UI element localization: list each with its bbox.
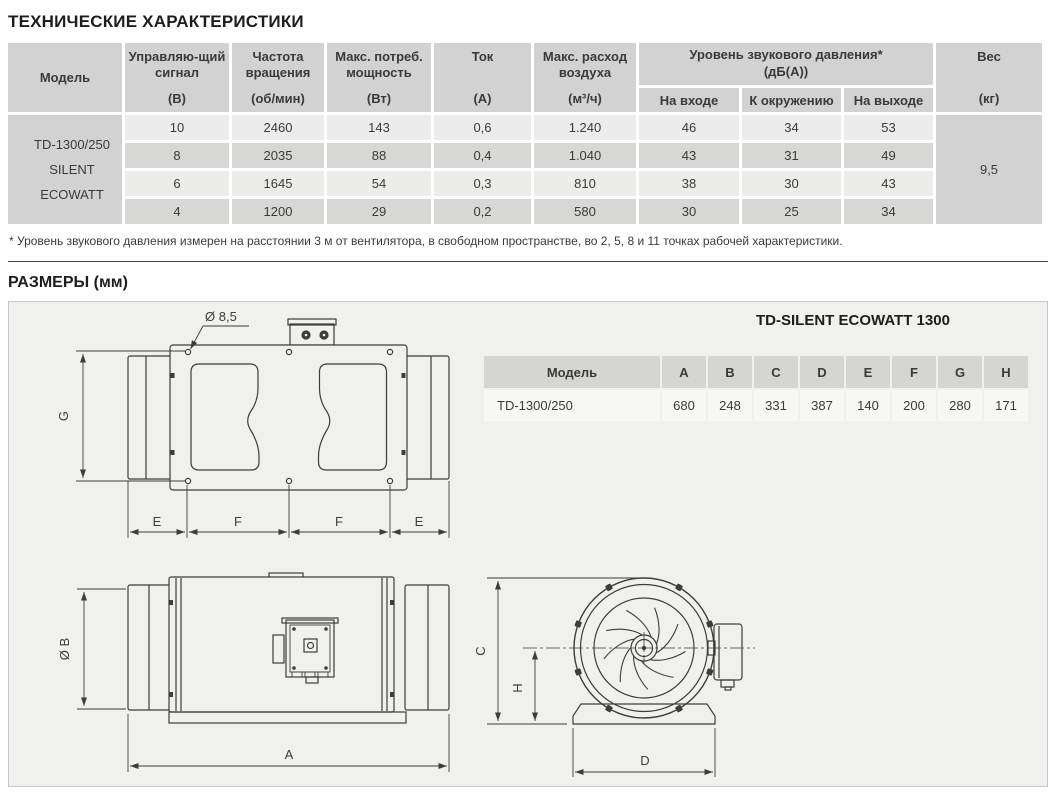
- col-header-current-unit: (А): [473, 91, 492, 107]
- dims-header-model: Модель: [484, 356, 660, 388]
- dims-value-h: 171: [984, 390, 1028, 421]
- cell-current: 0,4: [434, 143, 531, 168]
- col-header-signal-title: Управляю-щий сигнал: [128, 48, 226, 80]
- col-header-airflow: [534, 43, 636, 112]
- model-line: SILENT: [49, 162, 95, 177]
- cell-current: 0,6: [434, 115, 531, 140]
- cell-signal: 6: [125, 171, 229, 196]
- hole-diameter-label: Ø 8,5: [205, 309, 237, 324]
- dims-header-g: G: [938, 356, 982, 388]
- cell-current: 0,2: [434, 199, 531, 224]
- product-title: TD-SILENT ECOWATT 1300: [756, 312, 950, 329]
- dim-d-label: D: [640, 753, 650, 768]
- cell-speed: 1200: [232, 199, 324, 224]
- cell-power: 88: [327, 143, 431, 168]
- cell-outlet: 53: [844, 115, 933, 140]
- side-view-drawing: [128, 573, 449, 723]
- cell-inlet: 38: [639, 171, 739, 196]
- col-header-speed-title: Частота вращения: [245, 48, 311, 80]
- col-header-sound-group: [639, 43, 933, 85]
- dims-header-h: H: [984, 356, 1028, 388]
- dims-header-a: A: [662, 356, 706, 388]
- dims-value-f: 200: [892, 390, 936, 421]
- dim-g-label: G: [56, 410, 71, 422]
- spec-row-2: [8, 143, 1042, 168]
- cell-current: 0,3: [434, 171, 531, 196]
- col-header-sound-title: Уровень звукового давления*: [689, 47, 883, 63]
- col-header-model-label: Модель: [39, 70, 91, 85]
- col-header-signal-unit: (В): [167, 91, 187, 107]
- cell-power: 29: [327, 199, 431, 224]
- cell-surround: 31: [742, 143, 841, 168]
- cell-speed: 2035: [232, 143, 324, 168]
- cell-airflow: 810: [534, 171, 636, 196]
- dims-value-e: 140: [846, 390, 890, 421]
- col-header-sound-surround: К окружению: [742, 88, 841, 112]
- dims-value-d: 387: [800, 390, 844, 421]
- dims-header-b: B: [708, 356, 752, 388]
- model-line: ECOWATT: [40, 187, 104, 202]
- col-header-power: [327, 43, 431, 112]
- col-header-current-title: Ток: [471, 48, 494, 64]
- dims-header-c: C: [754, 356, 798, 388]
- col-header-weight: [936, 43, 1042, 112]
- cell-power: 143: [327, 115, 431, 140]
- spec-header-row: [8, 43, 1042, 85]
- cell-airflow: 1.040: [534, 143, 636, 168]
- dims-value-b: 248: [708, 390, 752, 421]
- cell-inlet: 46: [639, 115, 739, 140]
- col-header-airflow-title: Макс. расход воздуха: [542, 48, 628, 80]
- cell-signal: 8: [125, 143, 229, 168]
- dim-f-label: F: [234, 514, 242, 529]
- model-cell: [8, 115, 122, 224]
- cell-inlet: 43: [639, 143, 739, 168]
- dim-e-label: E: [152, 514, 162, 529]
- specs-heading: ТЕХНИЧЕСКИЕ ХАРАКТЕРИСТИКИ: [8, 12, 304, 31]
- cell-inlet: 30: [639, 199, 739, 224]
- section-divider: [8, 261, 1048, 262]
- dim-e-label: E: [414, 514, 424, 529]
- dim-c-label: C: [473, 646, 488, 656]
- top-view-drawing: [128, 319, 449, 490]
- col-header-sound-inlet: На входе: [639, 88, 739, 112]
- cell-outlet: 43: [844, 171, 933, 196]
- dims-value-a: 680: [662, 390, 706, 421]
- cell-surround: 25: [742, 199, 841, 224]
- col-header-sound-outlet: На выходе: [844, 88, 933, 112]
- dims-value-c: 331: [754, 390, 798, 421]
- technical-drawings: [9, 302, 1047, 786]
- col-header-power-title: Макс. потреб. мощность: [335, 48, 423, 80]
- col-header-airflow-unit: (м³/ч): [568, 91, 602, 107]
- dim-b-label: Ø B: [57, 637, 72, 661]
- col-header-sound-unit: (дБ(А)): [763, 64, 809, 79]
- dim-h-label: H: [510, 683, 525, 693]
- col-header-weight-title: Вес: [977, 48, 1001, 64]
- dimensions-panel: [8, 301, 1048, 787]
- col-header-signal: [125, 43, 229, 112]
- spec-row-3: [8, 171, 1042, 196]
- dim-f-label: F: [335, 514, 343, 529]
- dims-heading: РАЗМЕРЫ (мм): [8, 274, 128, 291]
- front-view-drawing: [573, 578, 742, 724]
- weight-cell: 9,5: [936, 115, 1042, 224]
- col-header-speed-unit: (об/мин): [251, 91, 305, 107]
- cell-surround: 34: [742, 115, 841, 140]
- cell-airflow: 1.240: [534, 115, 636, 140]
- col-header-weight-unit: (кг): [978, 91, 1000, 107]
- col-header-power-unit: (Вт): [366, 91, 392, 107]
- dim-a-label: A: [284, 747, 294, 762]
- col-header-model: [8, 43, 122, 112]
- cell-signal: 10: [125, 115, 229, 140]
- cell-speed: 2460: [232, 115, 324, 140]
- cell-outlet: 34: [844, 199, 933, 224]
- dims-value-g: 280: [938, 390, 982, 421]
- dims-header-d: D: [800, 356, 844, 388]
- spec-row-1: [8, 115, 1042, 140]
- cell-outlet: 49: [844, 143, 933, 168]
- cell-surround: 30: [742, 171, 841, 196]
- col-header-current: [434, 43, 531, 112]
- spec-row-4: [8, 199, 1042, 224]
- cell-signal: 4: [125, 199, 229, 224]
- cell-speed: 1645: [232, 171, 324, 196]
- cell-power: 54: [327, 171, 431, 196]
- cell-airflow: 580: [534, 199, 636, 224]
- sound-pressure-footnote: * Уровень звукового давления измерен на расстоянии 3 м от вентилятора, в свободном пространстве, во 2, 5, 8 и 11 точках рабочей характеристики.: [9, 234, 843, 248]
- col-header-speed: [232, 43, 324, 112]
- spec-table: [5, 40, 1045, 227]
- dims-header-f: F: [892, 356, 936, 388]
- dims-model-value: TD-1300/250: [484, 390, 660, 421]
- model-line: TD-1300/250: [34, 137, 110, 152]
- dims-header-e: E: [846, 356, 890, 388]
